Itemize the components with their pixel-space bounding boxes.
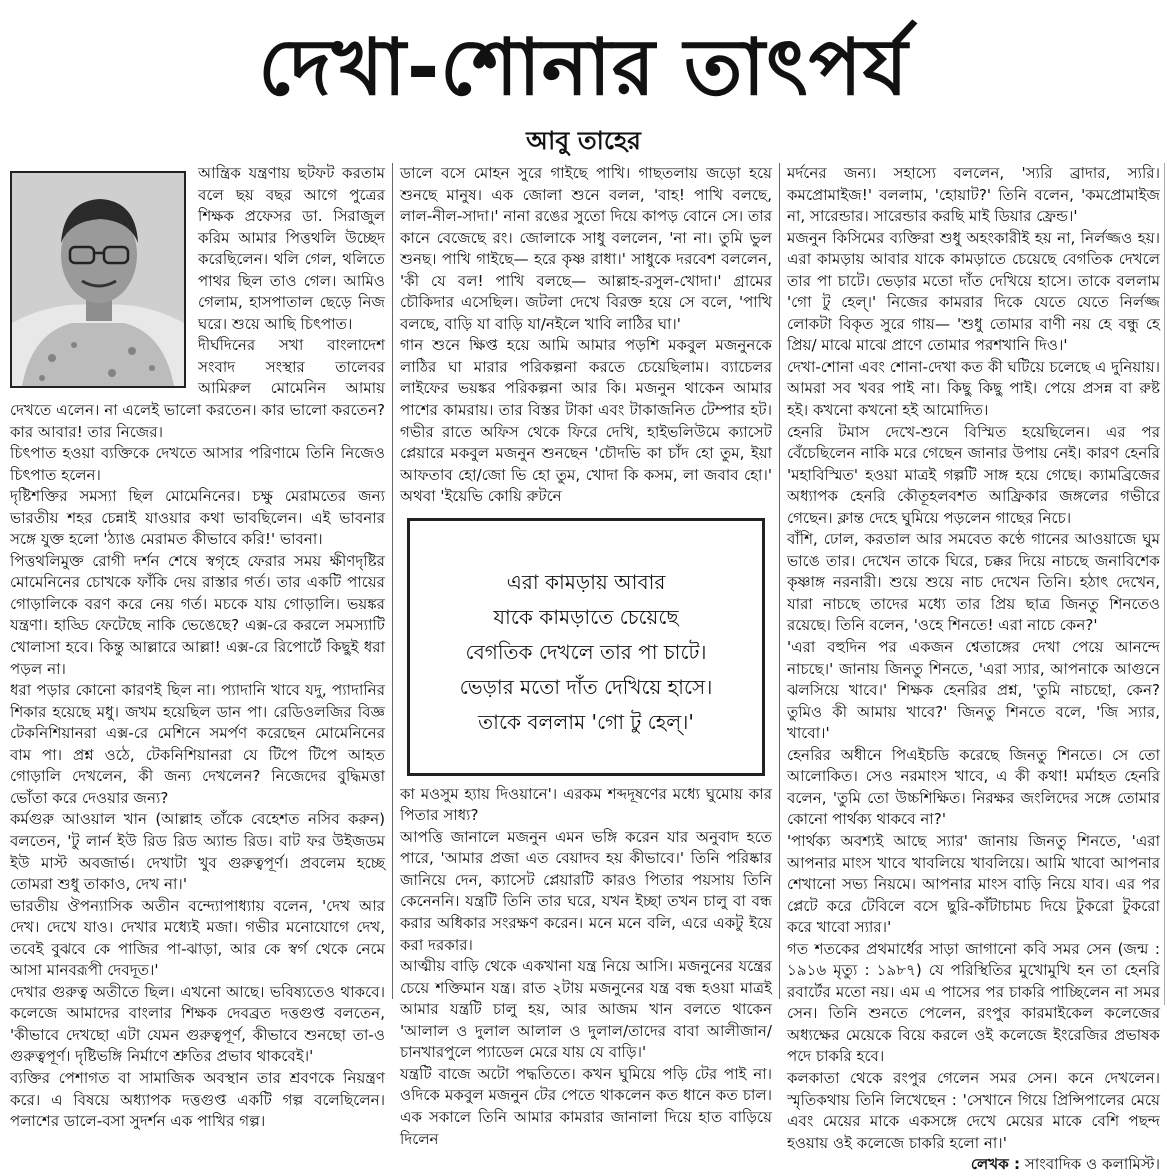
paragraph: কলকাতা থেকে রংপুর গেলেন সমর সেন। কনে দেখলেন। স্মৃতিকথায় তিনি লিখেছেন : 'সেখানে গিয়ে প্রিন্সিপালের মেয়ে এবং মেয়ের মাকে একসঙ্গে দেখে মেয়ের মাকে বেশি পছন্দ হওয়ায় ওই কলেজে চাকরি হলো না।'	[787, 1068, 1160, 1152]
paragraph: আন্ত্রিক যন্ত্রণায় ছটফট করতাম বলে ছয় বছর আগে পুত্রের শিক্ষক প্রফেসর ডা. সিরাজুল করিম আমার পিত্তথলি উচ্ছেদ করেছিলেন। থলি গেল, থলিতে পাথর ছিল তাও গেল। আমিও গেলাম, হাসপাতাল ছেড়ে নিজ ঘরে। শুয়ে আছি চিৎপাত।	[198, 164, 385, 333]
pull-quote-box	[407, 518, 765, 776]
paragraph: কা মওসুম হ্যায় দিওয়ানে'। এরকম শব্দদূষণের মধ্যে ঘুমোয় কার পিতার সাধ্য?	[400, 784, 772, 825]
paragraph: ধরা পড়ার কোনো কারণই ছিল না। প্যাদানি খাবে যদু, প্যাদানির শিকার হয়েছে মধু। জখম হয়েছিল ডান পা। রেডিওলজির বিজ্ঞ টেকনিশিয়ানরা এক্স-রে মেশিনে সমর্পণ করেছেন মোমেনিনের বাম পা। প্রশ্ন ওঠে, টেকনিশিয়ানরা যে টিপে টিপে আহত গোড়ালি দেখলেন, কী জন্য দেখলেন? নিজেদের বুদ্ধিমত্তা ভোঁতা করে দেওয়ার জন্য?	[10, 681, 385, 807]
paragraph: 'এরা বহুদিন পর একজন শ্বেতাঙ্গের দেখা পেয়ে আনন্দে নাচছে।' জানায় জিনতু শিনতে, 'এরা স্যার, আপনাকে আগুনে ঝলসিয়ে খাবে।' শিক্ষক হেনরির প্রশ্ন, 'তুমি নাচছো, কেন? তুমিও কী আমায় খাবে?' জিনতু শিনতে বলে, 'জি স্যার, খাবো।'	[787, 638, 1160, 743]
paragraph: যন্ত্রটি বাজে অটো পদ্ধতিতে। কখন ঘুমিয়ে পড়ি টের পাই না। ওদিকে মকবুল মজনুন টের পেতে থাকলেন কত ধানে কত চাল। এক সকালে তিনি আমার কামরার জানালা দিয়ে হাত বাড়িয়ে দিলেন	[400, 1064, 772, 1148]
author-credit	[787, 1154, 1160, 1176]
page-edge-rule	[1164, 163, 1165, 1005]
paragraph: গত শতকের প্রথমার্ধের সাড়া জাগানো কবি সমর সেন (জন্ম : ১৯১৬ মৃত্যু : ১৯৮৭) যে পরিস্থিতির মুখোমুখি হন তা হেনরি রবার্টের মতো নয়। এম এ পাসের পর চাকরি পাচ্ছিলেন না সমর সেন। তিনি শুনতে পেলেন, রংপুর কারমাইকেল কলেজের অধ্যক্ষের মেয়েকে বিয়ে করলে ওই কলেজে ইংরেজির প্রভাষক পদে চাকরি হবে।	[787, 939, 1160, 1066]
column-divider	[779, 163, 780, 999]
author-photo	[10, 171, 186, 388]
paragraph: ভারতীয় ঔপন্যাসিক অতীন বন্দ্যোপাধ্যায় বলেন, 'দেখ আর দেখ। দেখে যাও। দেখার মধ্যেই মজা। গভীর মনোযোগে দেখ, তবেই বুঝবে কে পাজির পা-ঝাড়া, আর কে স্বর্গ থেকে নেমে আসা মানবরূপী দেবদূত।'	[10, 896, 385, 980]
headline: দেখা-শোনার তাৎপর্য	[258, 23, 909, 113]
paragraph: আপত্তি জানালে মজনুন এমন ভঙ্গি করেন যার অনুবাদ হতে পারে, 'আমার প্রজা এত বেয়াদব হয় কীভাবে।' তিনি পরিষ্কার জানিয়ে দেন, ক্যাসেট প্লেয়ারটি কারও পিতার পয়সায় তিনি কেনেননি। যন্ত্রটি তিনি তার ঘরে, যখন ইচ্ছা তখন চালু বা বন্ধ করার অধিকার সংরক্ষণ করেন। মনে মনে বলি, এরে একটু ইয়ে করা দরকার।	[400, 827, 772, 954]
byline-author: আবু তাহের	[526, 126, 641, 155]
paragraph: কর্মগুরু আওয়াল খান (আল্লাহ তাঁকে বেহেশত নসিব করুন) বলতেন, 'টু লার্ন ইউ রিড রিড অ্যান্ড রিড। বাট ফর উইজডম ইউ মাস্ট অবজার্ভ। দেখাটা খুব গুরুত্বপূর্ণ। প্রবলেম হচ্ছে তোমরা শুধু তাকাও, দেখ না।'	[10, 810, 385, 894]
paragraph: দৃষ্টিশক্তির সমস্যা ছিল মোমেনিনের। চক্ষু মেরামতের জন্য ভারতীয় শহর চেন্নাই যাওয়ার কথা ভাবছিলেন। এই ভাবনার সঙ্গে যুক্ত হলো 'ঠ্যাঙ মেরামত কীভাবে করি!' ভাবনা।	[10, 487, 385, 549]
paragraph: পিত্তথলিমুক্ত রোগী দর্শন শেষে স্বগৃহে ফেরার সময় ক্ষীণদৃষ্টির মোমেনিনের চোখকে ফাঁকি দেয় রাস্তার গর্ত। তার একটি পায়ের গোড়ালিকে বরণ করে নেয় গর্ত। মচকে যায় গোড়ালি। ভয়ঙ্কর যন্ত্রণা। হাড্ডি ফেটেছে নাকি ভেঙেছে? এক্স-রে করলে সমস্যাটি খোলাসা হবে। কিন্তু আল্লারে আল্লা! এক্স-রে রিপোর্টে কিছুই ধরা পড়ল না।	[10, 551, 385, 678]
paragraph: দেখা-শোনা এবং শোনা-দেখা কত কী ঘটিয়ে চলেছে এ দুনিয়ায়। আমরা সব খবর পাই না। কিছু কিছু পাই। পেয়ে প্রসন্ন বা রুষ্ট হই। কখনো কখনো হই আমোদিত।	[787, 357, 1160, 420]
paragraph: হেনরির অধীনে পিএইচডি করেছে জিনতু শিনতে। সে তো আলোকিত। সেও নরমাংস খাবে, এ কী কথা! মর্মাহত হেনরি বলেন, 'তুমি তো উচ্চশিক্ষিত। নিরক্ষর জংলিদের সঙ্গে তোমার কোনো পার্থক্য থাকবে না?'	[787, 745, 1160, 829]
paragraph: মজনুন কিসিমের ব্যক্তিরা শুধু অহংকারীই হয় না, নির্লজ্জও হয়। এরা কামড়ায় আবার যাকে কামড়াতে চেয়েছে বেগতিক দেখলে তার পা চাটে। ভেড়ার মতো দাঁত দেখিয়ে হাসে। তাকে বললাম 'গো টু হেল্।' নিজের কামরার দিকে যেতে যেতে নির্লজ্জ লোকটা বিকৃত সুরে গায়— 'শুধু তোমার বাণী নয় হে বন্ধু হে প্রিয়/ মাঝে মাঝে প্রাণে তোমার পরশখানি দিও।'	[787, 228, 1160, 355]
paragraph: মর্দনের জন্য। সহাস্যে বললেন, 'স্যরি ব্রাদার, স্যরি। কমপ্রোমাইজ!' বললাম, 'হোয়াট?' তিনি বলেন, 'কমপ্রোমাইজ না, সারেন্ডার। সারেন্ডার করছি মাই ডিয়ার ফ্রেন্ড।'	[787, 164, 1160, 226]
author-portrait-image	[12, 173, 184, 386]
pull-quote-line: ভেড়ার মতো দাঁত দেখিয়ে হাসে।	[459, 674, 713, 699]
author-credit-label: লেখক :	[970, 1155, 1021, 1174]
pull-quote-line: এরা কামড়ায় আবার	[506, 569, 666, 594]
paragraph: হেনরি টমাস দেখে-শুনে বিস্মিত হয়েছিলেন। এর পর বেঁচেছিলেন নাকি মরে গেছেন জানার উপায় নেই। কারণ হেনরি 'মহাবিস্মিত' হওয়া মাত্রই গল্পটি সাঙ্গ হয়ে গেছে। ক্যামব্রিজের অধ্যাপক হেনরি কৌতূহলবশত আফ্রিকার জঙ্গলের গভীরে গেছেন। ক্লান্ত দেহে ঘুমিয়ে পড়লেন গাছের নিচে।	[787, 422, 1160, 527]
paragraph: দীর্ঘদিনের সখা বাংলাদেশ সংবাদ সংস্থার তালেবর আমিরুল মোমেনিন আমায় দেখতে এলেন। না এলেই ভালো করতেন। কার ভালো করতেন? কার আবার! তার নিজের।	[10, 336, 385, 441]
pull-quote-line: তাকে বললাম 'গো টু হেল্।'	[478, 709, 694, 734]
pull-quote-line: যাকে কামড়াতে চেয়েছে	[493, 604, 679, 629]
paragraph: দেখার গুরুত্ব অতীতে ছিল। এখনো আছে। ভবিষ্যতেও থাকবে। কলেজে আমাদের বাংলার শিক্ষক দেবব্রত দত্তগুপ্ত বলতেন, 'কীভাবে দেখছো এটা যেমন গুরুত্বপূর্ণ, কীভাবে শুনছো তা-ও গুরুত্বপূর্ণ। দৃষ্টিভঙ্গি নির্মাণে শ্রুতির প্রভাব থাকবেই।'	[10, 982, 385, 1066]
paragraph: গান শুনে ক্ষিপ্ত হয়ে আমি আমার পড়শি মকবুল মজনুনকে লাঠির ঘা মারার পরিকল্পনা করতে চেয়েছিলাম। ব্যাচেলর লাইফের ভয়ঙ্কর পরিকল্পনা আর কি। মজনুন থাকেন আমার পাশের কামরায়। তার বিস্তর টাকা এবং টাকাজনিত টেম্পার হট। গভীর রাতে অফিস থেকে ফিরে দেখি, হাইভলিউমে ক্যাসেট প্লেয়ারে মকবুল মজনুন শুনছেন 'চৌদভি কা চাঁদ হো তুম, ইয়া আফতাব হো/জো ভি হো তুম, খোদা কি কসম, লা জবাব হো।' অথবা 'ইয়েভি কোয়ি রুটনে	[400, 336, 772, 506]
column-divider	[392, 163, 393, 999]
article-column-2	[400, 163, 772, 1148]
article-column-3	[787, 163, 1160, 1174]
author-credit-text: সাংবাদিক ও কলামিস্ট।	[1024, 1155, 1160, 1174]
paragraph: ব্যক্তির পেশাগত বা সামাজিক অবস্থান তার শ্রবণকে নিয়ন্ত্রণ করে। এ বিষয়ে অধ্যাপক দত্তগুপ্ত একটি গল্প বলেছিলেন। পলাশের ডালে-বসা সুদর্শন এক পাখির গল্প।	[10, 1068, 385, 1131]
paragraph: চিৎপাত হওয়া ব্যক্তিকে দেখতে আসার পরিণামে তিনি নিজেও চিৎপাত হলেন।	[10, 444, 385, 484]
paragraph: আত্মীয় বাড়ি থেকে একখানা যন্ত্র নিয়ে আসি। মজনুনের যন্ত্রের চেয়ে শক্তিমান যন্ত্র। রাত ২টায় মজনুনের যন্ত্র বন্ধ হওয়া মাত্রই আমার যন্ত্রটি চালু হয়, আর আজম খান বলতে থাকেন 'আলাল ও দুলাল আলাল ও দুলাল/তাদের বাবা আলীজান/চানখারপুলে প্যাডেল মেরে যায় যে বাড়ি।'	[400, 957, 772, 1062]
paragraph: বাঁশি, ঢোল, করতাল আর সমবেত কণ্ঠে গানের আওয়াজে ঘুম ভাঙে তার। দেখেন তাকে ঘিরে, চক্কর দিয়ে নাচছে জনাবিশেক কৃষ্ণাঙ্গ নরনারী। শুয়ে শুয়ে নাচ দেখেন তিনি। হঠাৎ দেখেন, যারা নাচছে তাদের মধ্যে তার প্রিয় ছাত্র জিনতু শিনতেও রয়েছে। তিনি বলেন, 'ওহে শিনতে! এরা নাচে কেন?'	[787, 530, 1160, 635]
paragraph: ডালে বসে মোহন সুরে গাইছে পাখি। গাছতলায় জড়ো হয়ে শুনছে মানুষ। এক জোলা শুনে বলল, 'বাহ! পাখি বলছে, লাল-নীল-সাদা।' নানা রঙের সুতো দিয়ে কাপড় বোনে সে। তার কানে বেজেছে রং। জোলাকে সাধু বললেন, 'না না। তুমি ভুল শুনছ। পাখি গাইছে— হরে কৃষ্ণ রাধা।' সাধুকে দরবেশ বললেন, 'কী যে বল! পাখি বলছে— আল্লাহ-রসুল-খোদা।' গ্রামের চৌকিদার এসেছিল। জটলা দেখে বিরক্ত হয়ে সে বলে, 'পাখি বলছে, বাড়ি যা বাড়ি যা/নইলে খাবি লাঠির ঘা।'	[400, 164, 772, 333]
pull-quote-line: বেগতিক দেখলে তার পা চাটে।	[465, 639, 707, 664]
paragraph: 'পার্থক্য অবশ্যই আছে স্যার' জানায় জিনতু শিনতে, 'এরা আপনার মাংস খাবে খাবলিয়ে খাবলিয়ে। আমি খাবো আপনার শেখানো সভ্য নিয়মে। আপনার মাংস বাড়ি নিয়ে যাব। এর পর প্লেটে করে টেবিলে বসে ছুরি-কাঁটাচামচ দিয়ে টুকরো টুকরো করে খাবো স্যার।'	[787, 831, 1160, 937]
article-column-1	[10, 163, 385, 1131]
